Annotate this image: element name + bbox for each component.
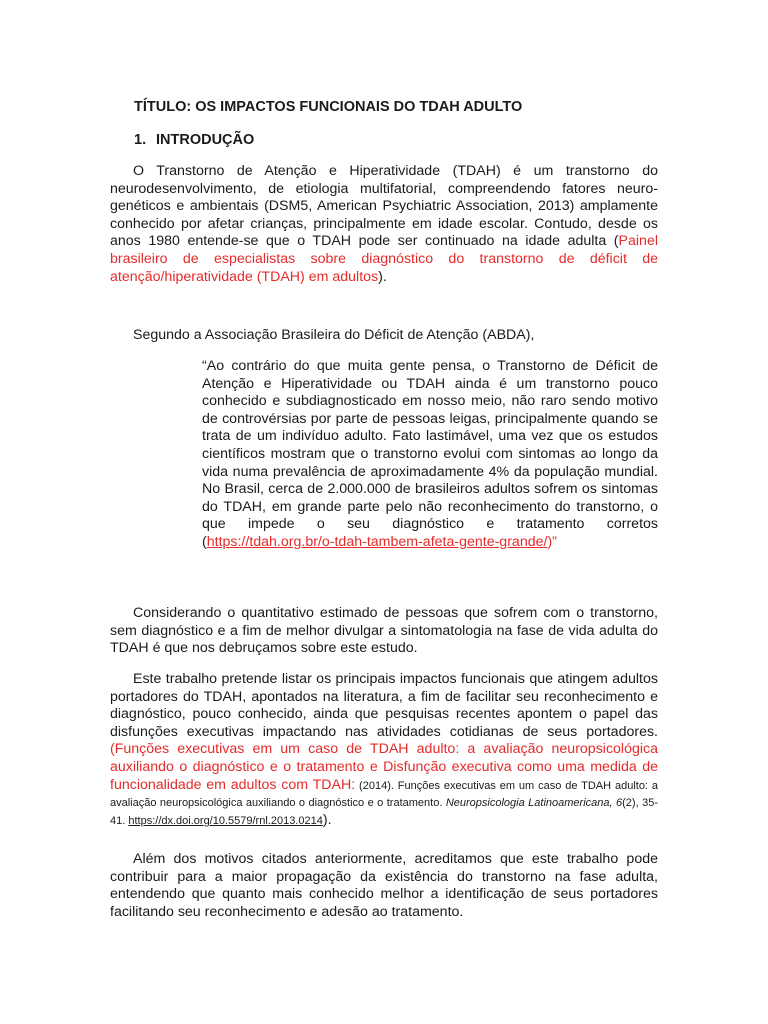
- considering-paragraph: Considerando o quantitativo estimado de pessoas que sofrem com o transtorno, sem diagnóstico e a fim de melhor divulgar a sintomatologia na fase de vida adulta do TDAH é que nos debruçamos sobre este estudo.: [110, 605, 658, 657]
- quote-text: “Ao contrário do que muita gente pensa, o Transtorno de Déficit de Atenção e Hiperatividade ou TDAH ainda é um transtorno pouco conhecido e subdiagnosticado em nosso meio, não raro sendo motivo de controvérsias por parte de pessoas leigas, principalmente quando se trata de um indivíduo adulto. Fato lastimável, uma vez que os estudos científicos mostram que o transtorno evolui com sintomas ao longo da vida numa prevalência de aproximadamente 4% da população mundial. No Brasil, cerca de 2.000.000 de brasileiros adultos sofrem os sintomas do TDAH, em grande parte pelo não reconhecimento do transtorno, o que impede o seu diagnóstico e tratamento corretos (: [202, 358, 658, 550]
- document-title: TÍTULO: OS IMPACTOS FUNCIONAIS DO TDAH ADULTO: [134, 99, 523, 115]
- intro-text: O Transtorno de Atenção e Hiperatividade (TDAH) é um transtorno do neurodesenvolvimento, de etiologia multifatorial, compreendendo fatores neuro-genéticos e ambientais (DSM5, American Psychiatric Association, 2013) amplamente conhecido por afetar crianças, principalmente em idade escolar. Contudo, desde os anos 1980 entende-se que o TDAH pode ser continuado na idade adulta (: [110, 163, 658, 250]
- intro-close: ).: [378, 268, 387, 285]
- citation-journal: Neuropsicologia Latinoamericana, 6: [445, 797, 623, 810]
- citation-doi-link[interactable]: https://dx.doi.org/10.5579/rnl.2013.0214: [128, 814, 323, 827]
- abda-intro: Segundo a Associação Brasileira do Déficit de Atenção (ABDA),: [133, 327, 535, 343]
- purpose-close: ).: [322, 811, 332, 828]
- section-label: INTRODUÇÃO: [156, 132, 255, 148]
- quote-link[interactable]: https://tdah.org.br/o-tdah-tambem-afeta-gente-grande/: [206, 533, 548, 550]
- quote-close: )”: [547, 533, 557, 550]
- citation-part-a: (2014). Funções executivas em um caso de TDAH adulto: a avaliação neuropsicológica auxiliando o diagnóstico e o tratamento.: [110, 779, 658, 810]
- section-heading: [134, 132, 254, 148]
- purpose-paragraph: [110, 671, 658, 829]
- abda-quote: [202, 358, 658, 552]
- citation-part-b: (2), 35-41.: [110, 797, 658, 827]
- closing-paragraph: Além dos motivos citados anteriormente, acreditamos que este trabalho pode contribuir para a maior propagação da existência do transtorno na fase adulta, entendendo que quanto mais conhecido melhor a identificação de seus portadores facilitando seu reconhecimento e adesão ao tratamento.: [110, 851, 658, 920]
- intro-paragraph: [110, 163, 658, 286]
- purpose-reference: (Funções executivas em um caso de TDAH adulto: a avaliação neuropsicológica auxiliando o diagnóstico e o tratamento e Disfunção executiva como uma medida de funcionalidade em adultos com TDAH:: [110, 741, 658, 793]
- intro-reference: Painel brasileiro de especialistas sobre diagnóstico do transtorno de déficit de atenção/hiperatividade (TDAH) em adultos: [110, 233, 658, 285]
- section-number: 1.: [134, 132, 147, 148]
- purpose-text: Este trabalho pretende listar os principais impactos funcionais que atingem adultos portadores do TDAH, apontados na literatura, a fim de facilitar seu reconhecimento e diagnóstico, pouco conhecido, ainda que pesquisas recentes apontem o papel das disfunções executivas impactando nas atividades cotidianas de seus portadores.: [110, 671, 658, 740]
